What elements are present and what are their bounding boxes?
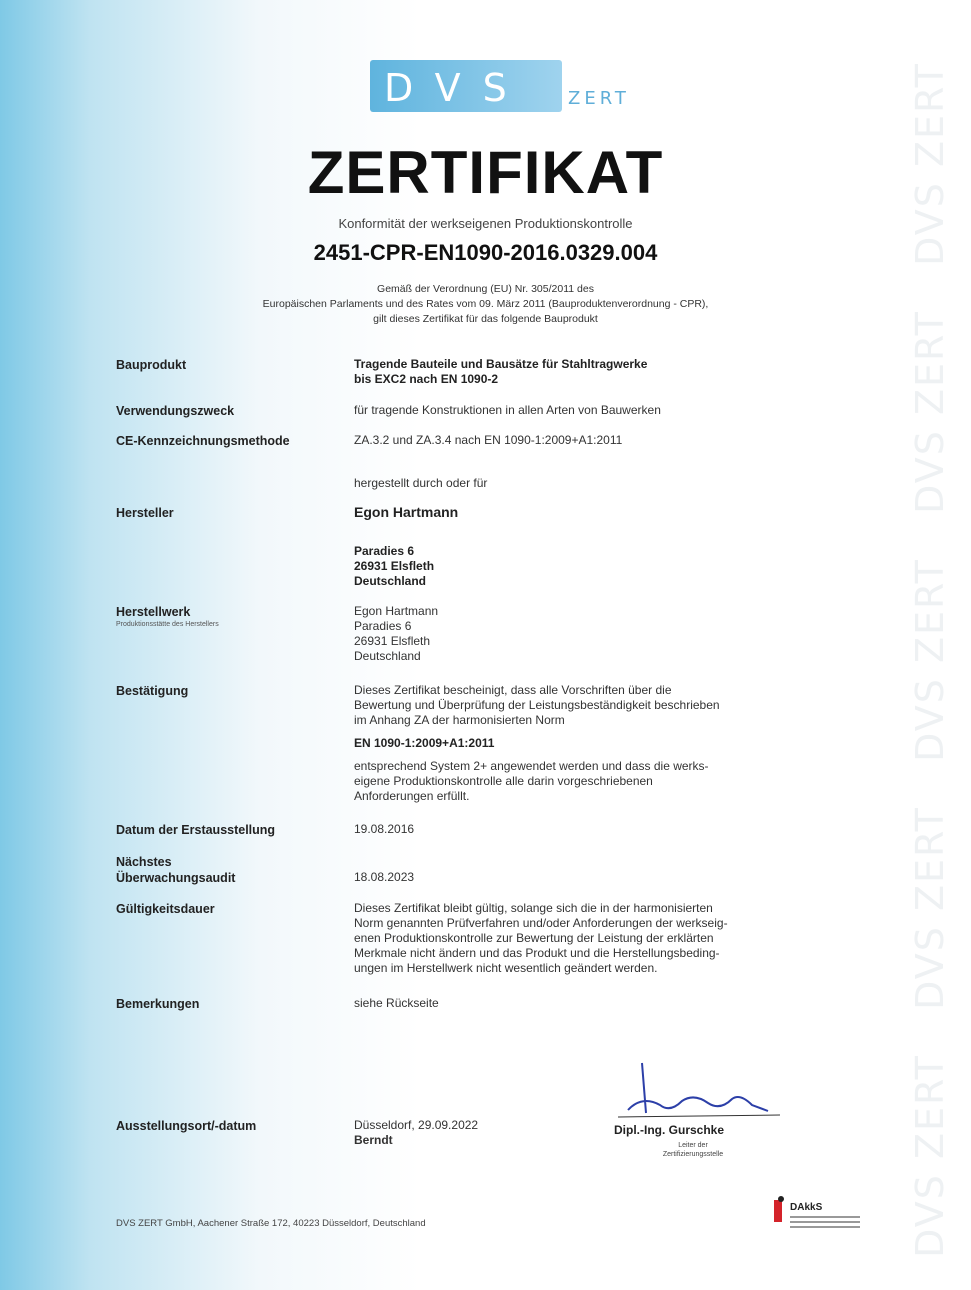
text-line: Merkmale nicht ändern und das Produkt und die Herstellungsbeding- — [354, 946, 720, 960]
value-herstellwerk — [354, 604, 848, 664]
signature-role — [638, 1141, 748, 1159]
text-line: im Anhang ZA der harmonisierten Norm — [354, 713, 565, 727]
label-audit — [116, 854, 235, 886]
preamble-line: gilt dieses Zertifikat für das folgende Bauprodukt — [373, 313, 598, 325]
signature-image — [590, 1055, 790, 1125]
preamble-line: Gemäß der Verordnung (EU) Nr. 305/2011 des — [377, 283, 594, 295]
watermark-text: DVS ZERT — [908, 310, 952, 514]
value-bestaetigung — [354, 683, 848, 804]
value-audit: 18.08.2023 — [354, 870, 415, 884]
text-line: Dieses Zertifikat bescheinigt, dass alle Vorschriften über die — [354, 683, 672, 697]
text-line: enen Produktionskontrolle zur Bewertung der Leistung der erklärten — [354, 931, 714, 945]
value-line: Düsseldorf, 29.09.2022 — [354, 1118, 479, 1132]
address-line: Paradies 6 — [354, 619, 412, 633]
dvs-zert-logo — [370, 60, 630, 120]
label-bemerkungen: Bemerkungen — [116, 997, 200, 1011]
signature-block — [590, 1055, 790, 1165]
preamble-line: Europäischen Parlaments und des Rates vom 09. März 2011 (Bauproduktenverordnung - CPR), — [262, 298, 709, 310]
text-line: entsprechend System 2+ angewendet werden und dass die werks- — [354, 759, 709, 773]
address-line: Deutschland — [354, 574, 427, 588]
label-audit-line: Nächstes — [116, 855, 172, 869]
watermark-text: DVS ZERT — [908, 62, 952, 266]
label-hersteller: Hersteller — [116, 506, 174, 520]
label-gueltigkeit: Gültigkeitsdauer — [116, 902, 215, 916]
watermark-text: DVS ZERT — [908, 1054, 952, 1258]
value-hersteller-address — [354, 544, 848, 589]
label-ce: CE-Kennzeichnungsmethode — [116, 434, 290, 448]
text-line: Bewertung und Überprüfung der Leistungsbeständigkeit beschrieben — [354, 698, 720, 712]
label-herstellwerk — [116, 604, 219, 629]
text-line: ungen im Herstellwerk nicht wesentlich geändert werden. — [354, 961, 658, 975]
label-audit-line: Überwachungsaudit — [116, 871, 236, 885]
value-erstausstellung: 19.08.2016 — [354, 822, 415, 836]
value-verwendungszweck: für tragende Konstruktionen in allen Arten von Bauwerken — [354, 403, 661, 417]
text-line: Dieses Zertifikat bleibt gültig, solange sich die in der harmonisierten — [354, 901, 713, 915]
label-bauprodukt: Bauprodukt — [116, 358, 187, 372]
address-line: Egon Hartmann — [354, 604, 439, 618]
label-ausstellung: Ausstellungsort/-datum — [116, 1119, 257, 1133]
value-ce: ZA.3.2 und ZA.3.4 nach EN 1090-1:2009+A1:2011 — [354, 433, 623, 447]
text-line: eigene Produktionskontrolle alle darin vorgeschriebenen — [354, 774, 653, 788]
dakks-lines — [790, 1216, 860, 1231]
label-bestaetigung: Bestätigung — [116, 684, 189, 698]
preamble — [170, 282, 801, 327]
watermark-text: DVS ZERT — [908, 558, 952, 762]
footer-address: DVS ZERT GmbH, Aachener Straße 172, 40223 Düsseldorf, Deutschland — [116, 1218, 426, 1229]
value-hergestellt: hergestellt durch oder für — [354, 476, 488, 490]
value-bemerkungen: siehe Rückseite — [354, 996, 439, 1010]
logo-letters: DVS — [384, 66, 529, 110]
page-title: ZERTIFIKAT — [307, 139, 664, 206]
address-line: 26931 Elsfleth — [354, 634, 431, 648]
dakks-mark — [774, 1200, 782, 1222]
label-verwendungszweck: Verwendungszweck — [116, 404, 235, 418]
logo-zert: ZERT — [568, 88, 630, 109]
address-line: 26931 Elsfleth — [354, 559, 435, 573]
address-line: Deutschland — [354, 649, 421, 663]
text-line: Norm genannten Prüfverfahren und/oder Anforderungen der werkseig- — [354, 916, 728, 930]
value-line: Tragende Bauteile und Bausätze für Stahltragwerke — [354, 357, 648, 371]
watermark-text: DVS ZERT — [908, 806, 952, 1010]
value-line: bis EXC2 nach EN 1090-2 — [354, 372, 499, 386]
label-herstellwerk-sub: Produktionsstätte des Herstellers — [116, 621, 219, 628]
value-bauprodukt — [354, 357, 848, 387]
certificate-number: 2451-CPR-EN1090-2016.0329.004 — [313, 240, 658, 265]
subtitle: Konformität der werkseigenen Produktionskontrolle — [338, 216, 633, 231]
label-herstellwerk-main: Herstellwerk — [116, 605, 191, 619]
role-line: Zertifizierungsstelle — [662, 1151, 724, 1158]
label-erstausstellung: Datum der Erstausstellung — [116, 823, 276, 837]
value-gueltigkeit — [354, 901, 848, 976]
role-line: Leiter der — [678, 1142, 708, 1149]
norm: EN 1090-1:2009+A1:2011 — [354, 736, 495, 750]
signature-name: Dipl.-Ing. Gurschke — [614, 1123, 725, 1137]
text-line: Anforderungen erfüllt. — [354, 789, 470, 803]
dakks-logo — [774, 1192, 884, 1242]
address-line: Paradies 6 — [354, 544, 415, 558]
dakks-text: DAkkS — [790, 1202, 823, 1213]
value-line: Berndt — [354, 1133, 393, 1147]
value-hersteller-name: Egon Hartmann — [354, 504, 459, 520]
dakks-dot — [778, 1196, 784, 1202]
